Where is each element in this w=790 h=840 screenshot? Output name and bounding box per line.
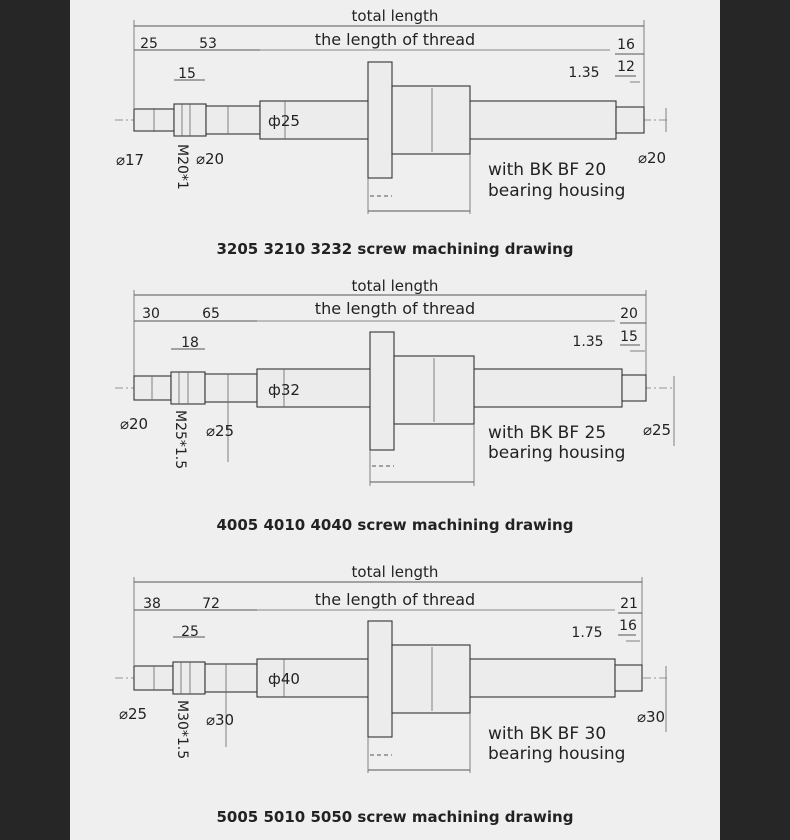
dim-label-e: 16 [619,618,637,634]
dim-label-a: 30 [142,306,160,322]
bearing-note-line1: with BK BF 30 [488,724,607,744]
drawing-1-caption: 3205 3210 3232 screw machining drawing [216,240,574,258]
bearing-journal [205,664,257,692]
dim-label-b: 72 [202,596,220,612]
diameter-d3: ф25 [268,112,300,130]
thread-spec: M25*1.5 [172,410,188,470]
thread-length-label: the length of thread [314,30,476,49]
dim-label-c: 15 [178,66,196,82]
diameter-d3: ф40 [268,670,300,688]
diameter-d3: ф32 [268,381,300,399]
drawing-2-caption: 4005 4010 4040 screw machining drawing [216,516,574,534]
shaft-end [616,107,644,133]
dim-label-d: 16 [617,37,635,53]
diameter-d2: ⌀25 [205,422,235,440]
drawing-sheet [70,0,720,840]
dim-label-e: 12 [617,59,635,75]
thread-spec: M20*1 [174,144,190,190]
thread-length-label: the length of thread [314,590,476,609]
shaft-end [615,665,642,691]
diameter-d4: ⌀30 [636,708,666,726]
bearing-journal [205,374,257,402]
nut-flange [368,62,392,178]
total-length-label: total length [351,7,439,25]
dim-label-b: 65 [202,306,220,322]
diameter-d4: ⌀20 [637,149,667,167]
thread-section [173,662,205,694]
bearing-note-line1: with BK BF 25 [488,423,607,443]
dim-label-c: 25 [181,624,199,640]
drawing-1 [70,0,720,240]
diameter-d1: ⌀20 [119,415,149,433]
drawing-2 [70,268,720,518]
diameter-d1: ⌀25 [118,705,148,723]
diameter-d1: ⌀17 [115,151,145,169]
shaft-end [622,375,646,401]
dim-label-d: 21 [620,596,638,612]
drawing-3 [70,557,720,807]
dim-label-f: 1.35 [572,334,604,350]
dim-label-f: 1.35 [568,65,600,81]
dim-label-b: 53 [199,36,217,52]
right-border [720,0,790,840]
left-border [0,0,70,840]
diameter-d4: ⌀25 [642,421,672,439]
dim-label-f: 1.75 [571,625,603,641]
bearing-journal [206,106,260,134]
nut-flange [368,621,392,737]
bearing-note-line2: bearing housing [488,181,626,201]
journal-end [134,376,171,400]
bearing-note-line1: with BK BF 20 [488,160,607,180]
nut-body [392,645,470,713]
dim-label-c: 18 [181,335,199,351]
diameter-d2: ⌀30 [205,711,235,729]
bearing-note-line2: bearing housing [488,443,626,463]
journal-end [134,666,173,690]
thread-spec: M30*1.5 [174,700,190,760]
dim-label-a: 25 [140,36,158,52]
dim-label-e: 15 [620,329,638,345]
total-length-label: total length [351,563,439,581]
drawing-3-caption: 5005 5010 5050 screw machining drawing [216,808,574,826]
diameter-d2: ⌀20 [195,150,225,168]
nut-flange [370,332,394,450]
thread-length-label: the length of thread [314,299,476,318]
dim-label-d: 20 [620,306,638,322]
total-length-label: total length [351,277,439,295]
bearing-note-line2: bearing housing [488,744,626,764]
nut-body [392,86,470,154]
dim-label-a: 38 [143,596,161,612]
